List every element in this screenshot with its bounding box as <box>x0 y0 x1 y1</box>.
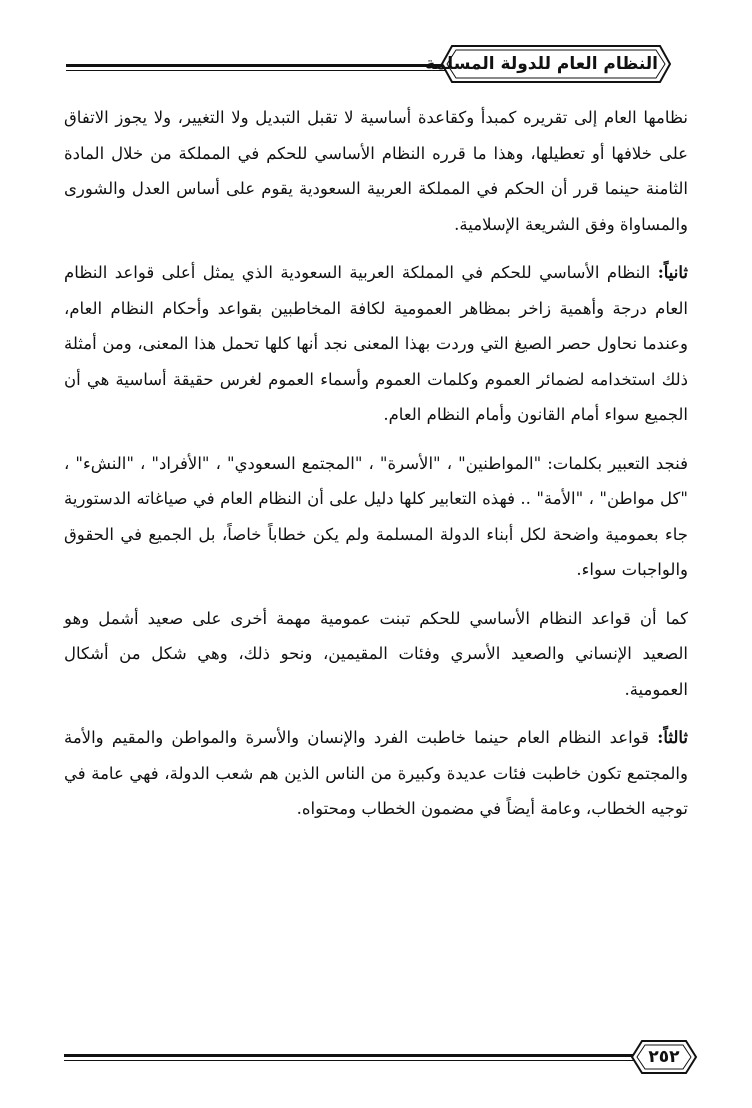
paragraph-5-lead: ثالثاً: <box>657 728 689 747</box>
footer-rule-thin <box>64 1060 634 1061</box>
paragraph-3-text: فنجد التعبير بكلمات: "المواطنين" ، "الأسرة" ، "المجتمع السعودي" ، "الأفراد" ، "النشء" ، "كل مواطن" ، "الأمة" .. فهذه التعابير كلها دليل على أن النظام العام في صياغاته الدستورية جاء بعمومية واضحة لكل أبناء الدولة المسلمة ولم يكن خطاباً خاصاً، بل الجميع في الحقوق والواجبات سواء. <box>64 453 688 579</box>
paragraph-1 <box>64 100 688 242</box>
footer-rule <box>64 1054 634 1057</box>
paragraph-5-text: قواعد النظام العام حينما خاطبت الفرد والإنسان والأسرة والمواطن والمقيم والأمة والمجتمع تكون خاطبت فئات عديدة وكبيرة من الناس الذين هم شعب الدولة، فهي عامة في توجيه الخطاب، وعامة أيضاً في مضمون الخطاب ومحتواه. <box>64 728 688 818</box>
paragraph-1-text: نظامها العام إلى تقريره كمبدأ وكقاعدة أساسية لا تقبل التبديل ولا التغيير، ولا يجوز الاتفاق على خلافها أو تعطيلها، وهذا ما قرره النظام الأساسي للحكم في المملكة من خلال المادة الثامنة حينما قرر أن الحكم في المملكة العربية السعودية يقوم على أساس العدل والشورى والمساواة وفق الشريعة الإسلامية. <box>64 108 688 234</box>
page-body <box>64 100 688 827</box>
paragraph-4-text: كما أن قواعد النظام الأساسي للحكم تبنت عمومية مهمة أخرى على صعيد أشمل وهو الصعيد الإنساني والصعيد الأسري وفئات المقيمين، ونحو ذلك، وهي شكل من أشكال العمومية. <box>64 608 688 699</box>
paragraph-2-lead: ثانياً: <box>657 263 688 282</box>
paragraph-5 <box>64 720 688 827</box>
paragraph-2-text: النظام الأساسي للحكم في المملكة العربية السعودية الذي يمثل أعلى قواعد النظام العام درجة وأهمية زاخر بمظاهر العمومية لكافة المخاطبين بقواعد وأحكام النظام العام، وعندما نحاول حصر الصيغ التي وردت بهذا المعنى نجد أنها كلها تحمل هذا المعنى، ومن أمثلة ذلك استخدامه لضمائر العموم وكلمات العموم وأسماء العموم لغرس حقيقة أساسية هي أن الجميع سواء أمام القانون وأمام النظام العام. <box>64 263 688 424</box>
running-header-title: النظام العام للدولة المسلمة <box>425 54 658 74</box>
header-rule-thin <box>66 70 456 71</box>
header-title-frame <box>425 42 672 86</box>
paragraph-3 <box>64 446 688 588</box>
paragraph-2 <box>64 255 688 433</box>
page-number: ٢٥٢ <box>648 1047 680 1067</box>
paragraph-4 <box>64 601 688 708</box>
header-rule <box>66 64 456 67</box>
page-number-frame <box>630 1038 698 1076</box>
